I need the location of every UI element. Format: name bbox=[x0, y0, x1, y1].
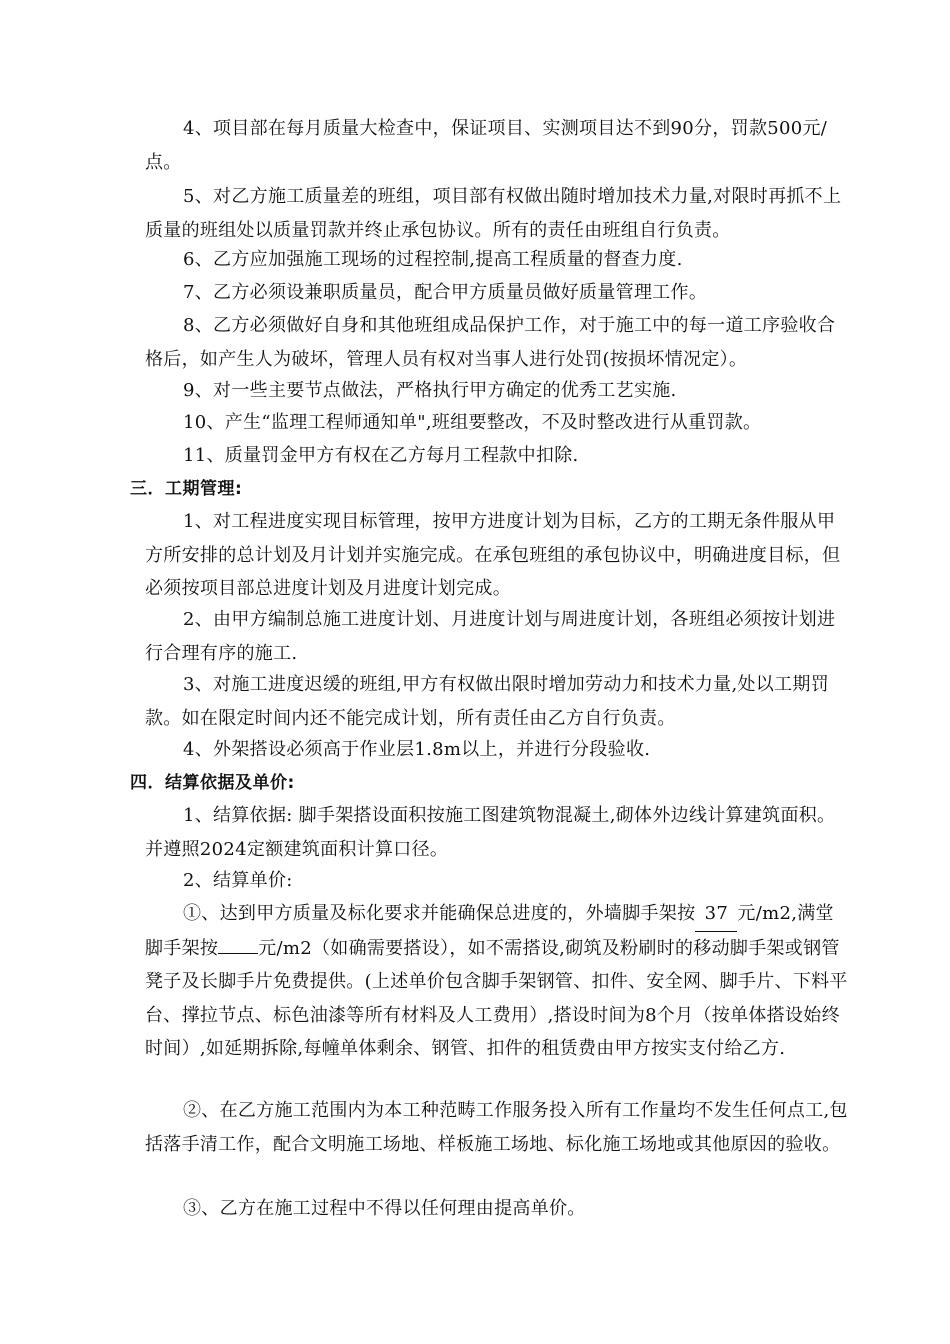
sub1-text-c: 元/m2（如确需要搭设），如不需搭设,砌筑及粉刷时的移动脚手架或钢管凳子及长脚手片免费提供。(上述单价包含脚手架钢管、扣件、安全网、脚手片、下料平台、撑拉节点、标色油漆等所有材料及人工费用）,搭设时间为8个月（按单体搭设始终时间）,如延期拆除,每幢单体剩余、钢管、扣件的租赁费由甲方按实支付给乙方. bbox=[145, 937, 848, 1059]
schedule-item-2: 2、由甲方编制总施工进度计划、月进度计划与周进度计划，各班组必须按计划进行合理有序的施工. bbox=[145, 609, 836, 664]
quality-item-9: 9、对一些主要节点做法，严格执行甲方确定的优秀工艺实施. bbox=[183, 380, 677, 401]
section-heading-schedule: 三．工期管理: bbox=[130, 479, 243, 499]
sub1-text-a: ①、达到甲方质量及标化要求并能确保总进度的，外墙脚手架按 bbox=[183, 903, 696, 924]
schedule-item-4: 4、外架搭设必须高于作业层1.8m以上，并进行分段验收. bbox=[183, 739, 651, 760]
quality-item-5: 5、对乙方施工质量差的班组，项目部有权做出随时增加技术力量,对限时再抓不上质量的班组处以质量罚款并终止承包协议。所有的责任由班组自行负责。 bbox=[145, 186, 842, 241]
schedule-item-1: 1、对工程进度实现目标管理，按甲方进度计划为目标，乙方的工期无条件服从甲方所安排的总计划及月计划并实施完成。在承包班组的承包协议中，明确进度目标，但必须按项目部总进度计划及月进度计划完成。 bbox=[145, 511, 841, 599]
quality-item-8: 8、乙方必须做好自身和其他班组成品保护工作，对于施工中的每一道工序验收合格后，如产生人为破坏，管理人员有权对当事人进行处罚(按损坏情况定）。 bbox=[145, 315, 836, 370]
full-scaffold-price-blank bbox=[218, 953, 258, 954]
quality-item-6: 6、乙方应加强施工现场的过程控制,提高工程质量的督查力度. bbox=[183, 249, 683, 270]
settlement-sub-item-1 bbox=[145, 897, 850, 1066]
settlement-sub-item-3: ③、乙方在施工过程中不得以任何理由提高单价。 bbox=[183, 1198, 586, 1219]
settlement-sub-item-2: ②、在乙方施工范围内为本工种范畴工作服务投入所有工作量均不发生任何点工,包括落手清工作，配合文明施工场地、样板施工场地、标化施工场地或其他原因的验收。 bbox=[145, 1100, 848, 1155]
quality-item-10: 10、产生“监理工程师通知单",班组要整改，不及时整改进行从重罚款。 bbox=[183, 412, 762, 433]
settlement-item-2: 2、结算单价: bbox=[183, 870, 293, 891]
exterior-scaffold-price: 37 bbox=[695, 897, 737, 932]
quality-item-11: 11、质量罚金甲方有权在乙方每月工程款中扣除. bbox=[183, 445, 579, 466]
quality-item-4: 4、项目部在每月质量大检查中，保证项目、实测项目达不到90分，罚款500元/点。 bbox=[145, 118, 828, 173]
settlement-item-1: 1、结算依据: 脚手架搭设面积按施工图建筑物混凝土,砌体外边线计算建筑面积。并遵照2024定额建筑面积计算口径。 bbox=[145, 805, 836, 860]
schedule-item-3: 3、对施工进度迟缓的班组,甲方有权做出限时增加劳动力和技术力量,处以工期罚款。如在限定时间内还不能完成计划，所有责任由乙方自行负责。 bbox=[145, 674, 829, 729]
sub1-text-b: 元/m2,满堂脚手架按 bbox=[145, 903, 834, 959]
quality-item-7: 7、乙方必须设兼职质量员，配合甲方质量员做好质量管理工作。 bbox=[183, 282, 708, 303]
section-heading-settlement: 四．结算依据及单价: bbox=[130, 773, 295, 793]
